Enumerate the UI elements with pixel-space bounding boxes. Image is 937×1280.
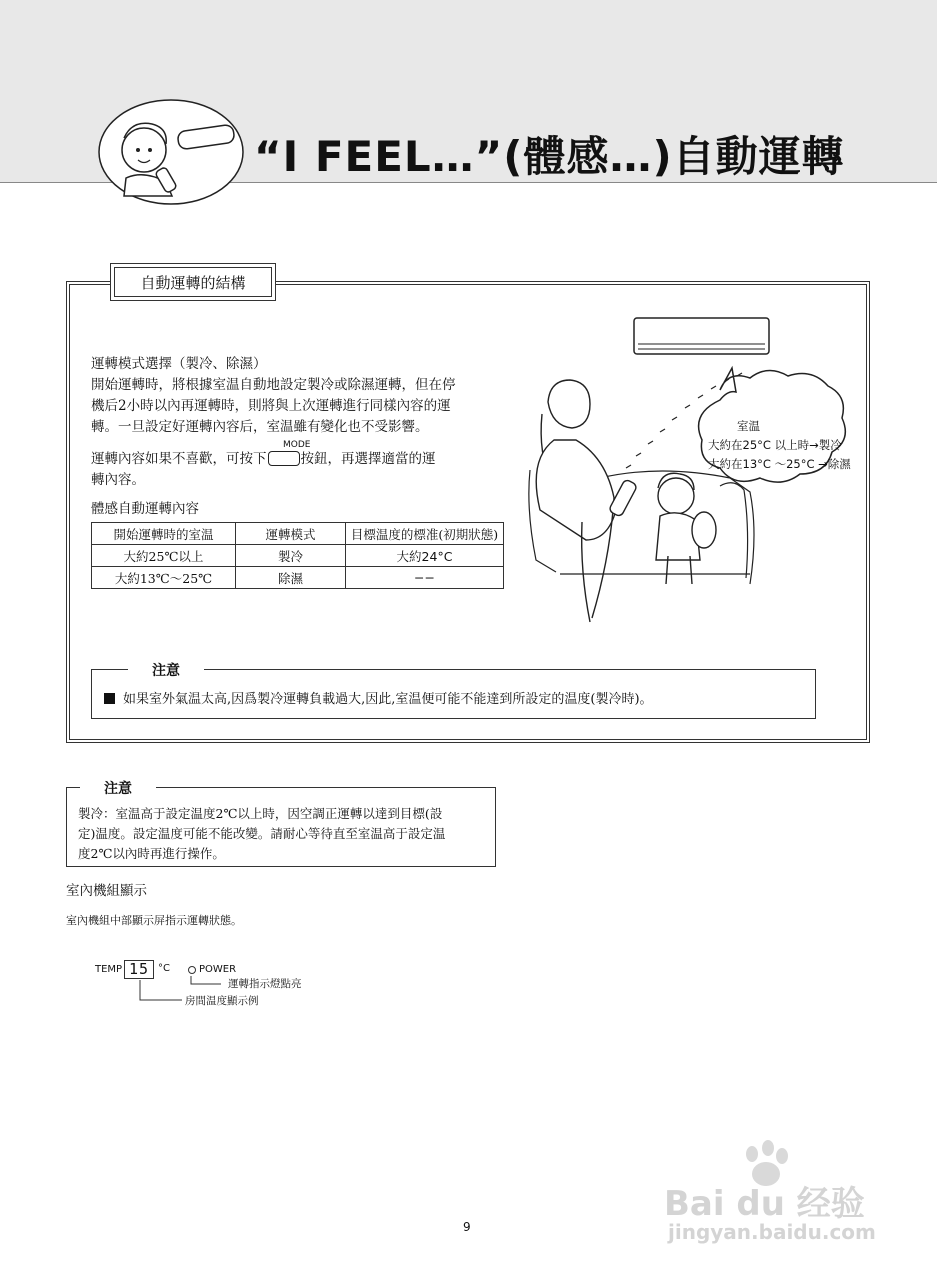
- note2-line-3: 度2℃以內時再進行操作。: [78, 846, 225, 861]
- auto-mode-table: [91, 522, 504, 589]
- table-cell: 除濕: [236, 567, 346, 589]
- table-row: [92, 545, 504, 567]
- page-number: 9: [463, 1220, 471, 1234]
- table-cell: 大約13℃～25℃: [92, 567, 236, 589]
- woman-figure-icon: [536, 380, 637, 622]
- square-bullet-icon: [104, 693, 115, 704]
- dislike-line-2: 轉內容。: [91, 472, 145, 488]
- section-tab-label: [110, 263, 276, 301]
- bubble-line-1: 大約在25°C 以上時→製冷: [708, 438, 842, 452]
- table-cell: 大約24°C: [346, 545, 504, 567]
- mode-button-icon: [268, 451, 300, 466]
- note2-tag-wrap: [80, 778, 156, 798]
- table-heading: 體感自動運轉內容: [91, 501, 199, 517]
- child-figure-icon: [656, 473, 716, 584]
- watermark-url: jingyan.baidu.com: [668, 1220, 876, 1244]
- mode-select-line-2: 機后2小時以內再運轉時，則將與上次運轉進行同樣內容的運: [91, 398, 451, 414]
- section-tab-text: 自動運轉的結構: [140, 273, 246, 292]
- watermark-brand: Bai du 经验: [664, 1184, 865, 1224]
- table-header-cell: 運轉模式: [236, 523, 346, 545]
- table-cell: 製冷: [236, 545, 346, 567]
- mode-select-heading: 運轉模式選擇（製冷、除濕）: [91, 356, 267, 372]
- note2-text: [78, 804, 445, 864]
- note2-line-1: 製冷：室温高于設定温度2℃以上時，因空調正運轉以達到目標(設: [78, 806, 443, 821]
- table-header-row: [92, 523, 504, 545]
- temp-display: 15: [124, 960, 154, 979]
- table-cell: −−: [346, 567, 504, 589]
- temp-unit: °C: [158, 963, 170, 974]
- inner-note-text: 如果室外氣温太高,因爲製冷運轉負載過大,因此,室温便可能不能達到所設定的温度(製冷時)。: [123, 692, 653, 707]
- mode-select-line-1: 開始運轉時，將根據室温自動地設定製冷或除濕運轉，但在停: [91, 377, 456, 393]
- power-caption: 運轉指示燈點亮: [228, 978, 302, 990]
- power-led-icon: [188, 966, 196, 974]
- inner-note-text-line: [104, 688, 653, 707]
- power-label: POWER: [199, 964, 237, 975]
- table-header-cell: 開始運轉時的室温: [92, 523, 236, 545]
- dislike-prefix: 運轉內容如果不喜歡，可按下: [91, 451, 267, 467]
- mode-button-caption: MODE: [283, 440, 311, 450]
- mascot-illustration: [96, 98, 246, 206]
- page-title: “I FEEL…”(體感…)自動運轉: [254, 132, 845, 181]
- mode-select-line-3: 轉。一旦設定好運轉內容后，室温雖有變化也不受影響。: [91, 419, 429, 435]
- temp-label: TEMP: [95, 964, 123, 975]
- note2-line-2: 定)温度。設定温度可能不能改變。請耐心等待直至室温高于設定温: [78, 826, 446, 841]
- air-conditioner-icon: [634, 318, 769, 354]
- table-cell: 大約25℃以上: [92, 545, 236, 567]
- indoor-heading: 室內機組顯示: [66, 883, 147, 899]
- bubble-title: 室温: [737, 419, 760, 433]
- inner-note-tag: 注意: [128, 663, 204, 679]
- dislike-suffix: 按鈕，再選擇適當的運: [300, 451, 436, 467]
- indoor-description: 室內機組中部顯示屏指示運轉狀態。: [66, 914, 242, 927]
- inner-note-tag-wrap: [128, 660, 204, 680]
- table-row: [92, 567, 504, 589]
- table-header-cell: 目標温度的標准(初期狀態): [346, 523, 504, 545]
- dislike-line-1: [91, 449, 436, 470]
- temp-caption: 房間温度顯示例: [185, 995, 259, 1007]
- baidu-watermark: [664, 1140, 904, 1250]
- note2-tag: 注意: [80, 781, 156, 797]
- bubble-line-2: 大約在13°C ～25°C →除濕: [708, 457, 851, 471]
